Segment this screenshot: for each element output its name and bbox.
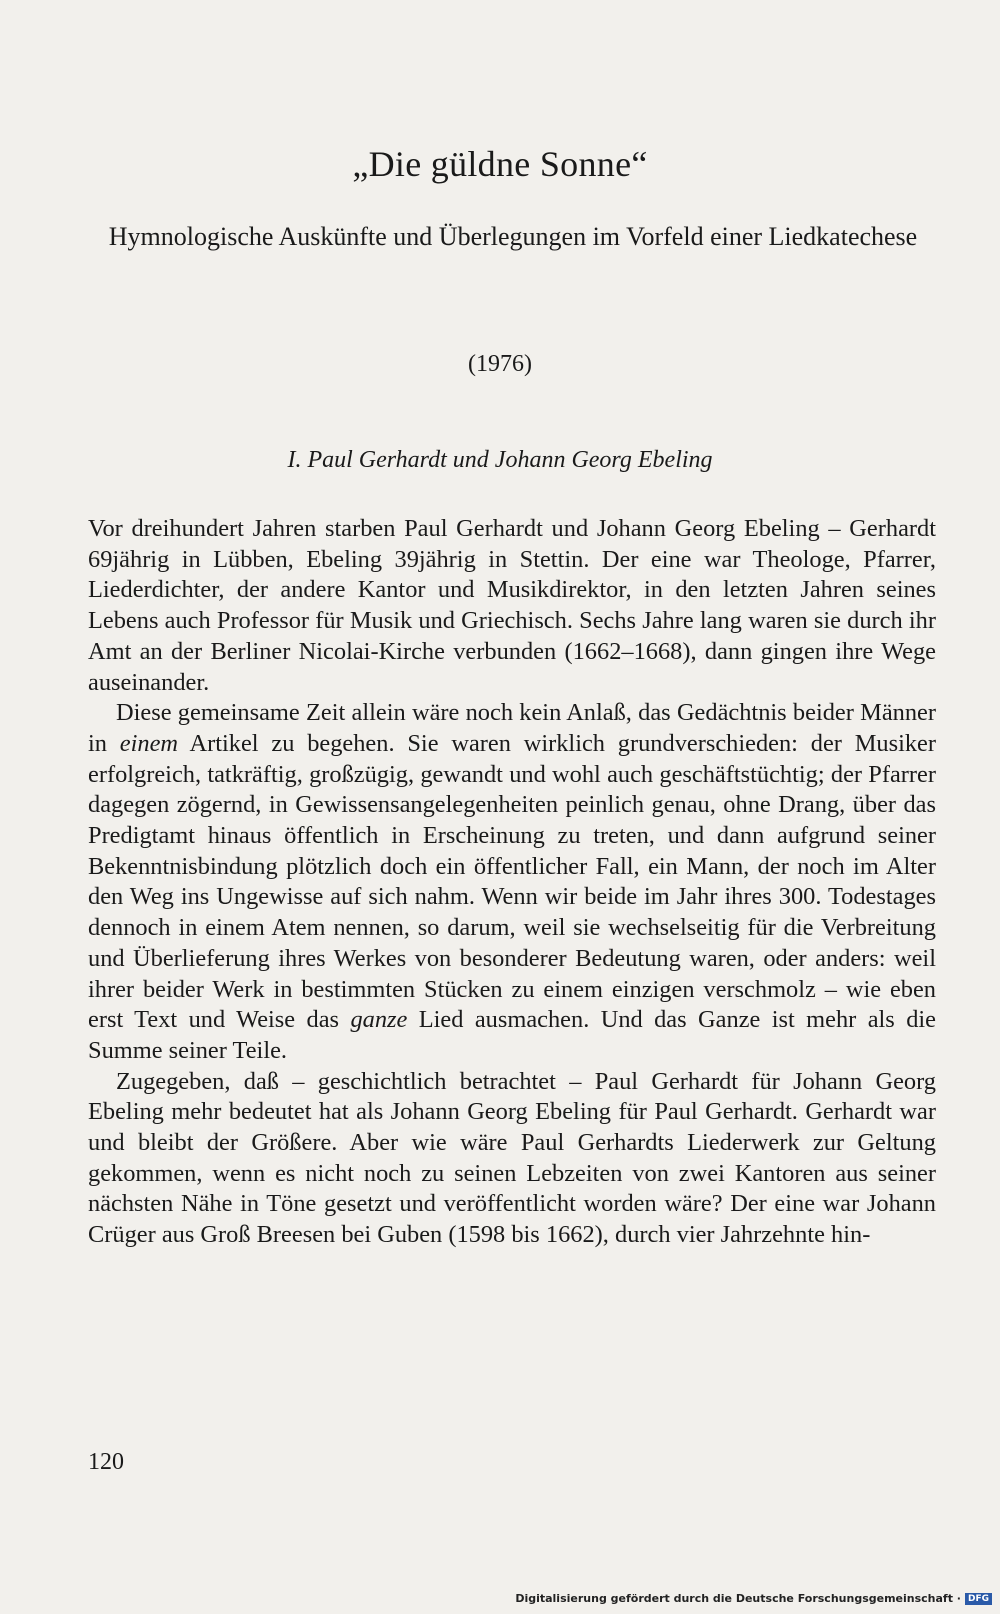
paragraph-text: Diese gemeinsame Zeit allein wäre noch kein Anlaß, das Gedächtnis beider Männer in [88, 699, 936, 757]
paragraph-text: Lied ausmachen. Und das Ganze ist mehr als die Summe seiner Teile. [88, 1006, 936, 1064]
footer-text: Digitalisierung gefördert durch die Deutsche Forschungsgemeinschaft · [515, 1592, 961, 1605]
page-number: 120 [88, 1449, 124, 1475]
emphasis-ganze: ganze [350, 1006, 408, 1034]
emphasis-einem: einem [119, 729, 179, 757]
dfg-logo: DFG [965, 1593, 992, 1605]
paragraph-text: Artikel zu begehen. Sie waren wirklich grundverschieden: der Musiker erfolgreich, tatkräftig, großzügig, gewandt und wohl auch geschäftstüchtig; der Pfarrer dagegen zögernd, in Gewissensangelegenheiten peinlich genau, ohne Drang, über das Predigtamt hinaus öffentlich in Erscheinung zu treten, und dann aufgrund seiner Bekenntnisbindung plötzlich doch ein öffentlicher Fall, ein Mann, der noch im Alter den Weg ins Ungewisse auf sich nahm. Wenn wir beide im Jahr ihres 300. Todestages dennoch in einem Atem nennen, so darum, weil sie wechselseitig für die Verbreitung und Überlieferung ihres Werkes von besonderer Bedeutung waren, oder anders: weil ihrer beider Werk in bestimmten Stücken zu einem einzigen verschmolz – wie eben erst Text und Weise das [88, 729, 936, 1034]
paragraph-2 [88, 698, 936, 1066]
chapter-subtitle: Hymnologische Auskünfte und Überlegungen im Vorfeld einer Liedkatechese [108, 222, 918, 251]
section-heading: I. Paul Gerhardt und Johann Georg Ebeling [287, 447, 713, 473]
paragraph-text: Zugegeben, daß – geschichtlich betrachtet – Paul Gerhardt für Johann Georg Ebeling mehr bedeutet hat als Johann Georg Ebeling für Paul Gerhardt. Gerhardt war und bleibt der Größere. Aber wie wäre Paul Gerhardts Liederwerk zur Geltung gekommen, wenn es nicht noch zu seinen Lebzeiten von zwei Kantoren aus seiner nächsten Nähe in Töne gesetzt und veröffentlicht worden wäre? Der eine war Johann Crüger aus Groß Breesen bei Guben (1598 bis 1662), durch vier Jahrzehnte hin- [88, 1067, 936, 1249]
body-text [88, 514, 936, 1251]
paragraph-1 [88, 514, 936, 698]
chapter-title: „Die güldne Sonne“ [352, 144, 648, 184]
paragraph-3 [88, 1067, 936, 1251]
digitization-footer [515, 1592, 992, 1605]
chapter-year: (1976) [468, 351, 532, 377]
paragraph-text: Vor dreihundert Jahren starben Paul Gerhardt und Johann Georg Ebeling – Gerhardt 69jährig in Lübben, Ebeling 39jährig in Stettin. Der eine war Theologe, Pfarrer, Liederdichter, der andere Kantor und Musikdirektor, in den letzten Jahren seines Lebens auch Professor für Musik und Griechisch. Sechs Jahre lang waren sie durch ihr Amt an der Berliner Nicolai-Kirche verbunden (1662–1668), dann gingen ihre Wege auseinander. [88, 515, 936, 696]
